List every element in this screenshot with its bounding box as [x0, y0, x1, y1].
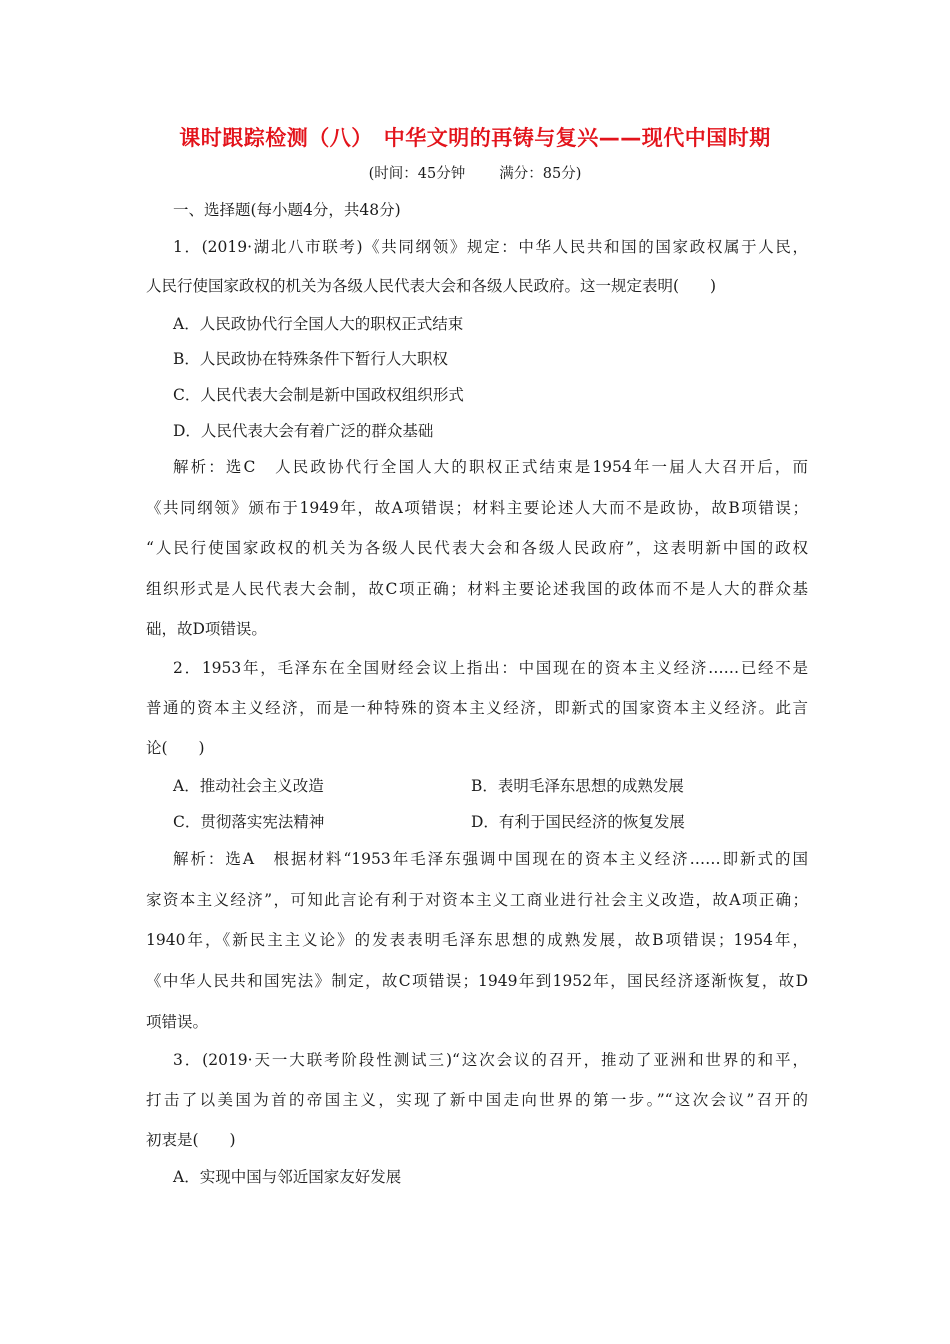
- q1-option-a: A．人民政协代行全国人大的职权正式结束: [173, 315, 464, 333]
- q1-stem-line-2: 人民行使国家政权的机关为各级人民代表大会和各级人民政府。这一规定表明( ): [146, 277, 717, 295]
- q2-analysis-line-5: 项错误。: [146, 1013, 209, 1031]
- page-title: 课时跟踪检测（八） 中华文明的再铸与复兴——现代中国时期: [179, 126, 771, 150]
- q2-stem-line-2: 普通的资本主义经济，而是一种特殊的资本主义经济，即新式的国家资本主义经济。此言: [146, 699, 808, 717]
- q1-option-b: B．人民政协在特殊条件下暂行人大职权: [173, 350, 448, 368]
- q1-stem-line-1: 1．(2019·湖北八市联考)《共同纲领》规定：中华人民共和国的国家政权属于人民，: [173, 238, 808, 256]
- time-limit: (时间：45分钟: [368, 166, 466, 182]
- q2-analysis-line-2: 家资本主义经济”，可知此言论有利于对资本主义工商业进行社会主义改造，故A项正确；: [146, 891, 808, 909]
- q2-analysis-line-3: 1940年，《新民主主义论》的发表表明毛泽东思想的成熟发展，故B项错误；1954年，: [146, 931, 808, 949]
- q1-option-c: C．人民代表大会制是新中国政权组织形式: [173, 386, 464, 404]
- q1-analysis-line-5: 础，故D项错误。: [146, 620, 267, 638]
- q1-analysis-line-2: 《共同纲领》颁布于1949年，故A项错误；材料主要论述人大而不是政协，故B项错误；: [146, 499, 808, 517]
- q2-option-d: D．有利于国民经济的恢复发展: [471, 813, 685, 831]
- q2-option-c: C．贯彻落实宪法精神: [173, 813, 325, 831]
- q3-stem-line-2: 打击了以美国为首的帝国主义，实现了新中国走向世界的第一步。”“这次会议”召开的: [146, 1091, 808, 1109]
- q2-option-a: A．推动社会主义改造: [173, 777, 324, 795]
- q1-analysis-line-1: 解析：选C 人民政协代行全国人大的职权正式结束是1954年一届人大召开后，而: [173, 458, 808, 476]
- full-score: 满分：85分): [499, 166, 582, 182]
- q3-option-a: A．实现中国与邻近国家友好发展: [173, 1168, 402, 1186]
- q2-stem-line-1: 2．1953年，毛泽东在全国财经会议上指出：中国现在的资本主义经济……已经不是: [173, 659, 808, 677]
- q2-analysis-line-4: 《中华人民共和国宪法》制定，故C项错误；1949年到1952年，国民经济逐渐恢复，故D: [146, 972, 808, 990]
- exam-info: [0, 162, 950, 183]
- q2-option-b: B．表明毛泽东思想的成熟发展: [471, 777, 684, 795]
- q3-stem-line-1: 3．(2019·天一大联考阶段性测试三)“这次会议的召开，推动了亚洲和世界的和平，: [173, 1051, 808, 1069]
- q2-stem-line-3: 论( ): [146, 739, 205, 757]
- q3-stem-line-3: 初衷是( ): [146, 1131, 236, 1149]
- q2-analysis-line-1: 解析：选A 根据材料“1953年毛泽东强调中国现在的资本主义经济……即新式的国: [173, 850, 808, 868]
- q1-analysis-line-4: 组织形式是人民代表大会制，故C项正确；材料主要论述我国的政体而不是人大的群众基: [146, 580, 808, 598]
- q1-option-d: D．人民代表大会有着广泛的群众基础: [173, 422, 434, 440]
- section-heading: 一、选择题(每小题4分，共48分): [173, 201, 401, 219]
- q1-analysis-line-3: “人民行使国家政权的机关为各级人民代表大会和各级人民政府”，这表明新中国的政权: [146, 539, 808, 557]
